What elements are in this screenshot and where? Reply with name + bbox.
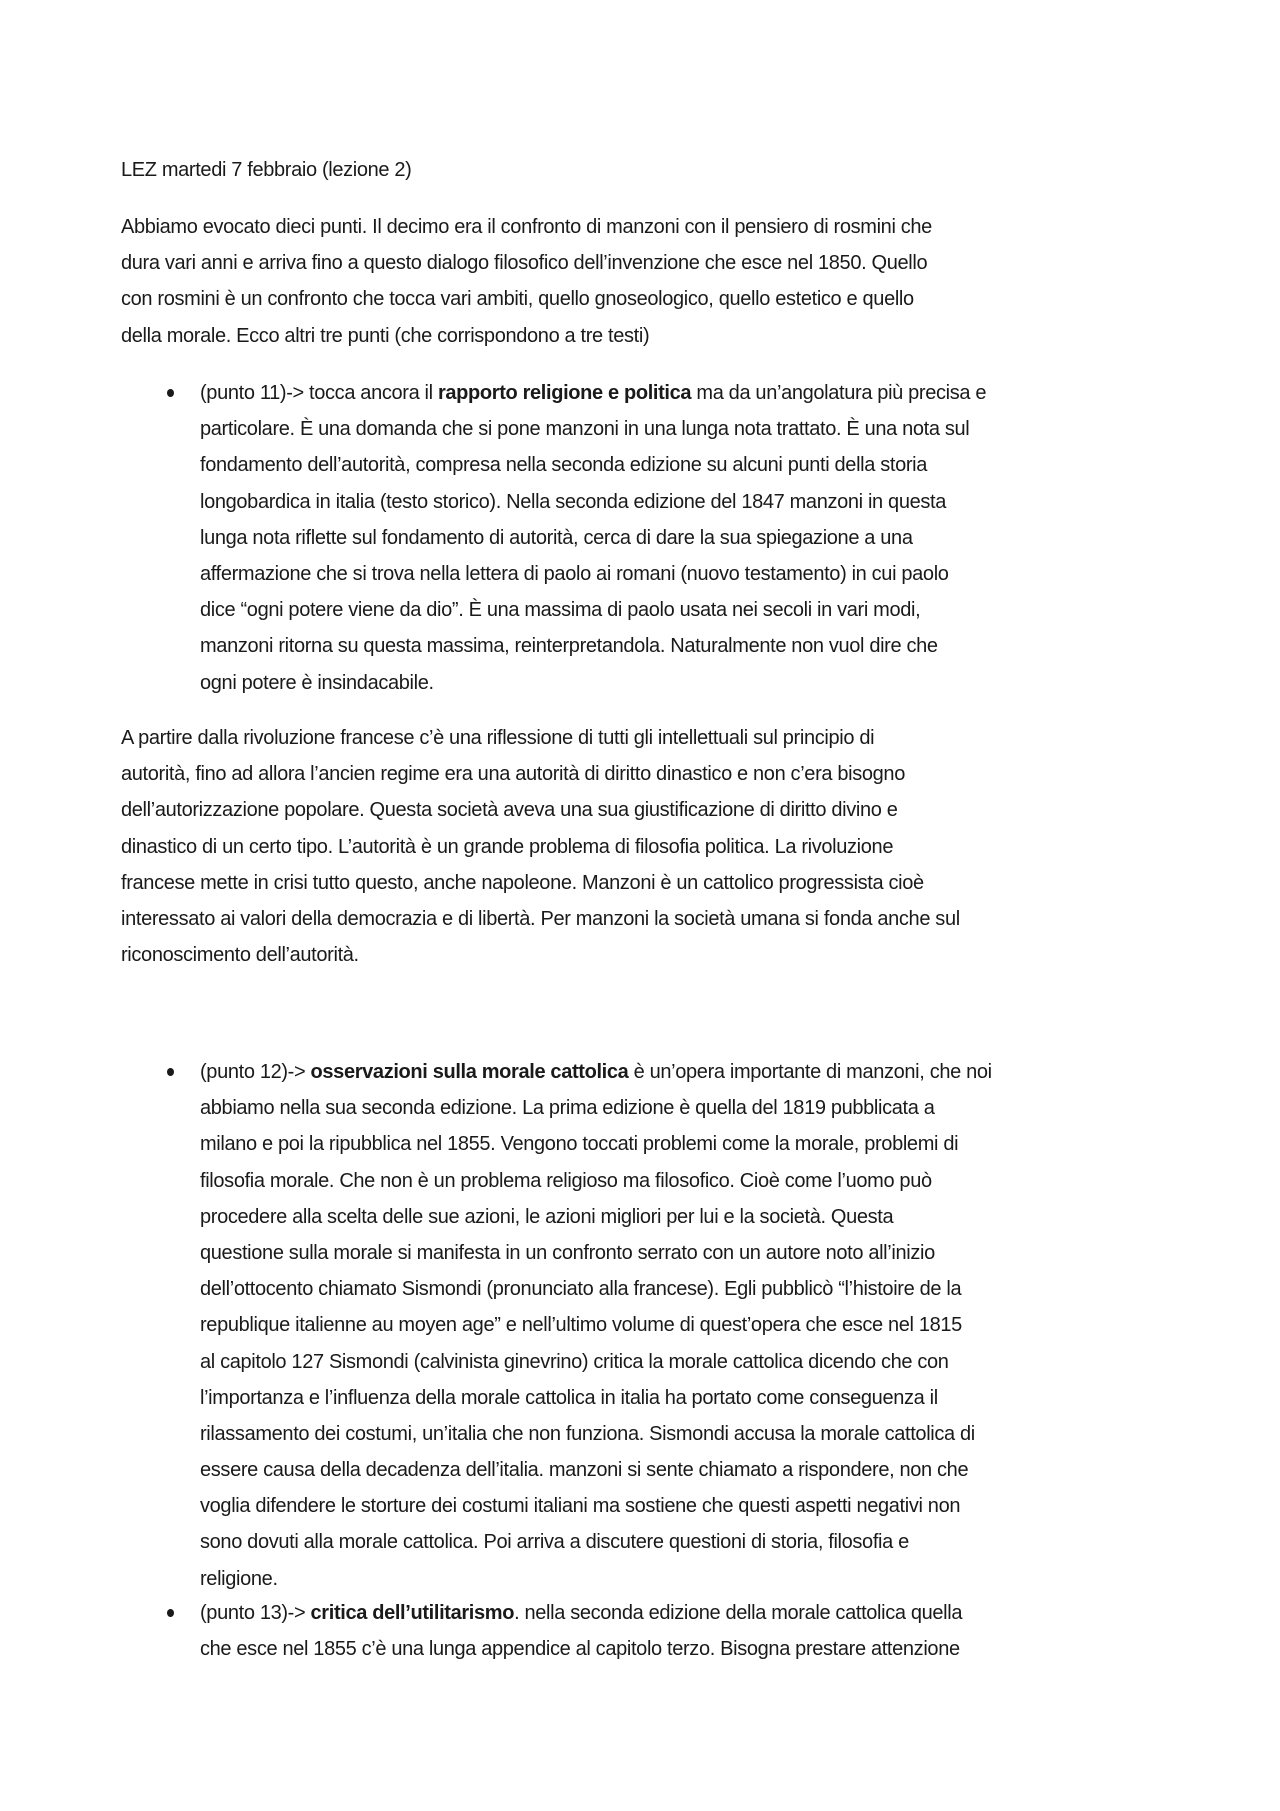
bullet-icon [167, 389, 174, 397]
text-line: milano e poi la ripubblica nel 1855. Vengono toccati problemi come la morale, problemi di [200, 1133, 959, 1156]
text-segment: ma da un’angolatura più precisa e [691, 382, 987, 404]
text-segment: (punto 13)-> [200, 1602, 311, 1624]
text-line [200, 1595, 962, 1631]
text-segment: è un’opera importante di manzoni, che noi [628, 1061, 992, 1083]
text-line: sono dovuti alla morale cattolica. Poi arriva a discutere questioni di storia, filosofia e [200, 1531, 909, 1554]
text-segment: (punto 11)-> tocca ancora il [200, 382, 438, 404]
text-line: l’importanza e l’influenza della morale cattolica in italia ha portato come conseguenza il [200, 1386, 938, 1409]
text-line: lunga nota riflette sul fondamento di autorità, cerca di dare la sua spiegazione a una [200, 526, 913, 549]
text-line: interessato ai valori della democrazia e di libertà. Per manzoni la società umana si fonda anche sul [121, 907, 960, 930]
text-line: riconoscimento dell’autorità. [121, 944, 359, 967]
text-line: religione. [200, 1567, 278, 1590]
text-line: della morale. Ecco altri tre punti (che corrispondono a tre testi) [121, 324, 650, 347]
bullet-icon [167, 1609, 174, 1617]
text-line [200, 1054, 992, 1090]
text-line: dice “ogni potere viene da dio”. È una massima di paolo usata nei secoli in vari modi, [200, 599, 921, 622]
bullet-list-item [167, 375, 986, 701]
text-line: fondamento dell’autorità, compresa nella seconda edizione su alcuni punti della storia [200, 454, 928, 477]
text-line: autorità, fino ad allora l’ancien regime era una autorità di diritto dinastico e non c’era bisogno [121, 763, 905, 786]
text-segment: (punto 12)-> [200, 1061, 311, 1083]
bullet-icon [167, 1068, 174, 1076]
text-segment: . nella seconda edizione della morale cattolica quella [514, 1602, 963, 1624]
text-line: dell’autorizzazione popolare. Questa società aveva una sua giustificazione di diritto divino e [121, 799, 898, 822]
text-line: francese mette in crisi tutto questo, anche napoleone. Manzoni è un cattolico progressista cioè [121, 871, 924, 894]
text-line: al capitolo 127 Sismondi (calvinista ginevrino) critica la morale cattolica dicendo che con [200, 1350, 949, 1373]
text-line: essere causa della decadenza dell’italia. manzoni si sente chiamato a rispondere, non che [200, 1459, 969, 1482]
text-line: ogni potere è insindacabile. [200, 671, 434, 694]
text-line: procedere alla scelta delle sue azioni, le azioni migliori per lui e la società. Questa [200, 1205, 894, 1228]
paragraph [121, 209, 932, 354]
text-line: filosofia morale. Che non è un problema religioso ma filosofico. Cioè come l’uomo può [200, 1169, 932, 1192]
text-line: che esce nel 1855 c’è una lunga appendice al capitolo terzo. Bisogna prestare attenzione [200, 1638, 960, 1661]
text-line: affermazione che si trova nella lettera di paolo ai romani (nuovo testamento) in cui paolo [200, 562, 949, 585]
bullet-list-item [167, 1054, 992, 1597]
text-line [200, 375, 986, 411]
text-line: manzoni ritorna su questa massima, reinterpretandola. Naturalmente non vuol dire che [200, 635, 938, 658]
document-title: LEZ martedi 7 febbraio (lezione 2) [121, 159, 412, 181]
text-line: A partire dalla rivoluzione francese c’è una riflessione di tutti gli intellettuali sul principio di [121, 727, 875, 749]
text-line: voglia difendere le storture dei costumi italiani ma sostiene che questi aspetti negativi non [200, 1495, 961, 1518]
bold-text: rapporto religione e politica [437, 382, 692, 404]
text-line: rilassamento dei costumi, un’italia che non funziona. Sismondi accusa la morale cattolica di [200, 1422, 975, 1445]
paragraph [121, 720, 960, 973]
text-line: particolare. È una domanda che si pone manzoni in una lunga nota trattato. È una nota sul [200, 418, 970, 441]
bold-text: critica dell’utilitarismo [310, 1602, 515, 1624]
text-line: Abbiamo evocato dieci punti. Il decimo era il confronto di manzoni con il pensiero di rosmini che [121, 216, 932, 238]
text-line: dell’ottocento chiamato Sismondi (pronunciato alla francese). Egli pubblicò “l’histoire de la [200, 1278, 962, 1301]
text-line: republique italienne au moyen age” e nell’ultimo volume di quest’opera che esce nel 1815 [200, 1314, 962, 1337]
bold-text: osservazioni sulla morale cattolica [310, 1061, 629, 1083]
text-line: dinastico di un certo tipo. L’autorità è un grande problema di filosofia politica. La rivoluzione [121, 835, 894, 858]
text-line: abbiamo nella sua seconda edizione. La prima edizione è quella del 1819 pubblicata a [200, 1097, 935, 1120]
text-line: questione sulla morale si manifesta in un confronto serrato con un autore noto all’inizio [200, 1241, 935, 1264]
text-line: longobardica in italia (testo storico). Nella seconda edizione del 1847 manzoni in questa [200, 490, 946, 513]
bullet-list-item [167, 1595, 962, 1667]
text-line: con rosmini è un confronto che tocca vari ambiti, quello gnoseologico, quello estetico e quello [121, 288, 914, 311]
text-line: dura vari anni e arriva fino a questo dialogo filosofico dell’invenzione che esce nel 1850. Quello [121, 252, 928, 275]
